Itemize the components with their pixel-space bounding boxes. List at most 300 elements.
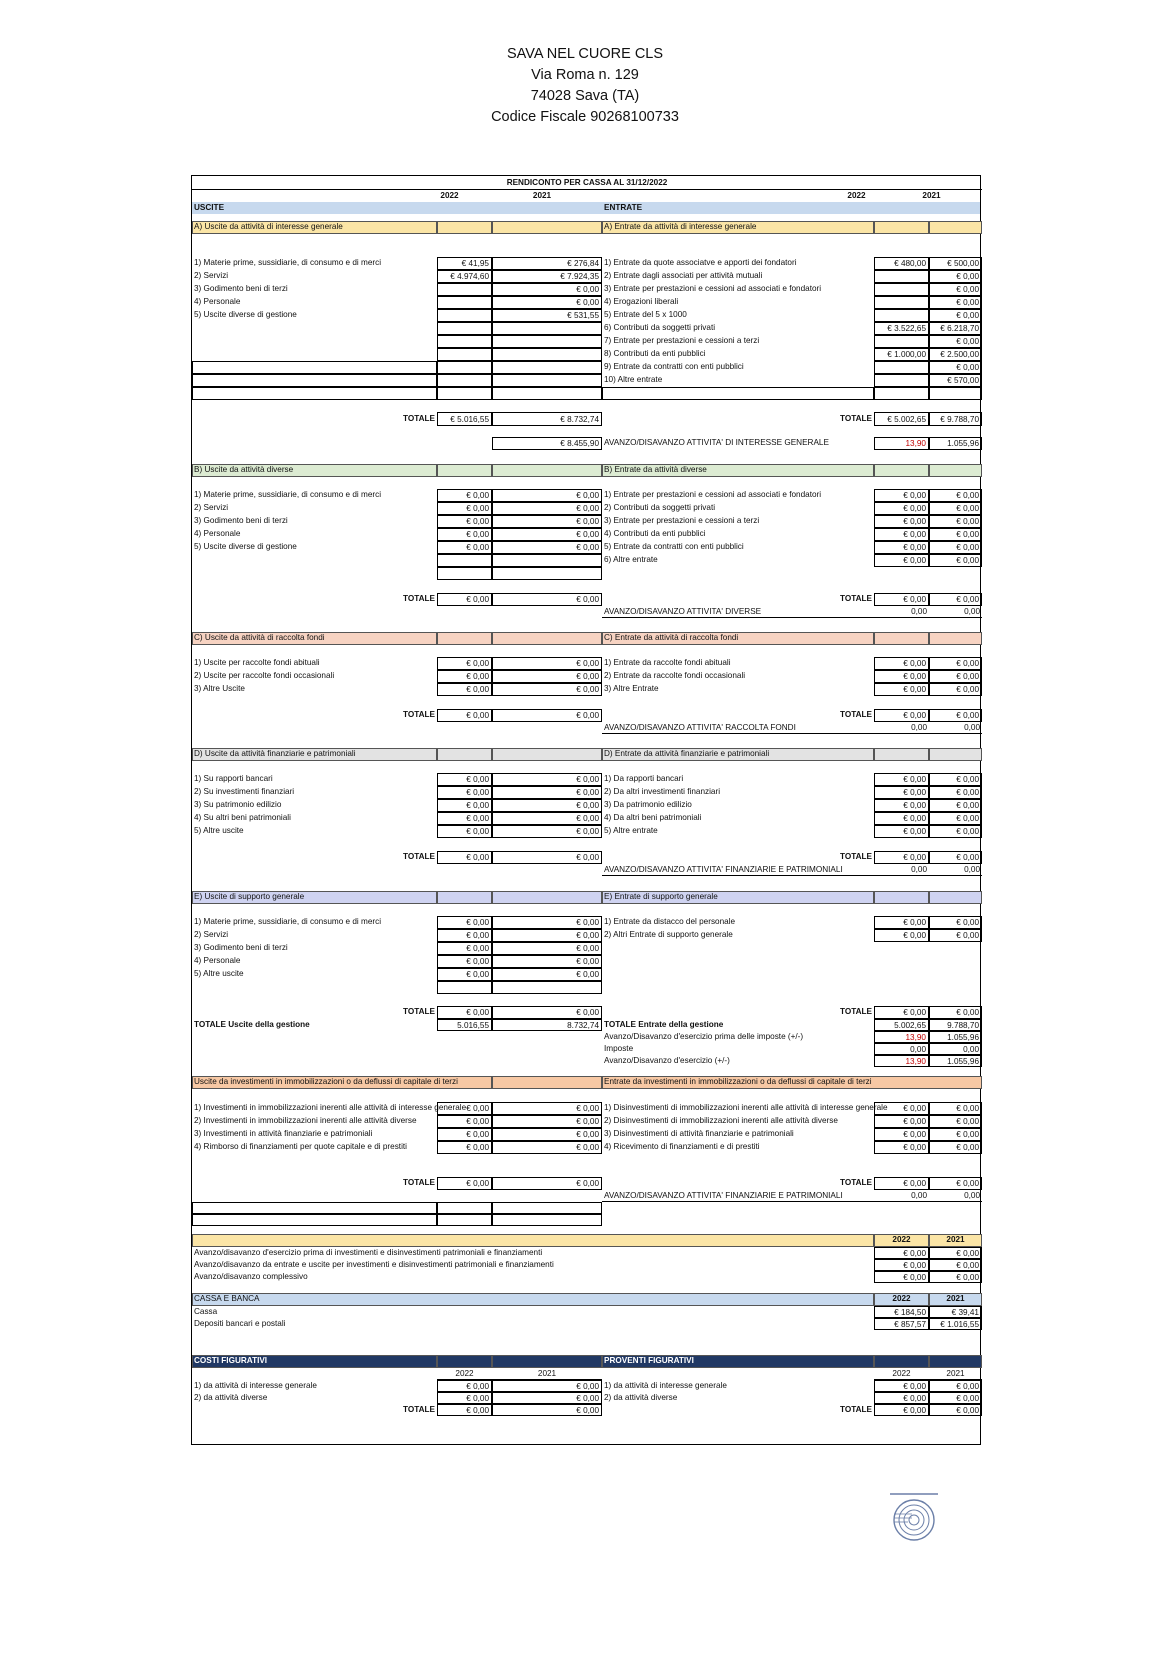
table-cell: E) Uscite di supporto generale — [194, 892, 305, 901]
table-cell: 0,00 — [874, 606, 929, 618]
table-cell — [437, 335, 492, 348]
table-row — [192, 593, 980, 606]
table-row — [192, 348, 980, 361]
table-row — [192, 812, 980, 825]
table-cell — [437, 1214, 492, 1226]
section-header-bar — [929, 891, 982, 904]
table-cell — [492, 348, 602, 361]
table-cell: TOTALE — [840, 594, 872, 603]
table-cell — [192, 387, 437, 400]
table-row — [192, 202, 980, 214]
table-cell: 3) Altre Entrate — [604, 684, 659, 693]
table-cell: € 0,00 — [874, 1006, 929, 1019]
table-row — [192, 1380, 980, 1392]
table-cell: € 0,00 — [492, 1380, 602, 1392]
table-cell: CASSA E BANCA — [194, 1294, 260, 1303]
table-cell — [492, 387, 602, 400]
table-cell: TOTALE — [403, 1178, 435, 1187]
table-cell: € 0,00 — [492, 1128, 602, 1141]
table-cell: € 0,00 — [874, 786, 929, 799]
table-cell: € 0,00 — [929, 335, 982, 348]
table-cell: 1) Entrate da distacco del personale — [604, 917, 736, 926]
table-cell: 0,00 — [929, 864, 982, 876]
table-cell: € 4.974,60 — [437, 270, 492, 283]
table-cell: € 0,00 — [874, 489, 929, 502]
table-row — [192, 176, 980, 190]
table-cell: ENTRATE — [604, 203, 643, 212]
table-cell: 2022 — [892, 1294, 911, 1303]
table-cell: A) Entrate da attività di interesse generale — [604, 222, 757, 231]
table-cell: 2022 — [847, 191, 866, 200]
rendiconto-sheet — [191, 175, 981, 1445]
table-cell: € 0,00 — [492, 929, 602, 942]
table-cell: 2021 — [922, 191, 941, 200]
table-row — [192, 1019, 980, 1031]
table-cell: € 0,00 — [437, 851, 492, 864]
table-cell: € 39,41 — [929, 1306, 982, 1318]
table-cell — [192, 361, 437, 374]
table-cell: € 0,00 — [929, 515, 982, 528]
table-cell: € 0,00 — [929, 929, 982, 942]
table-cell: € 480,00 — [874, 257, 929, 270]
table-cell: € 0,00 — [492, 799, 602, 812]
table-cell: € 0,00 — [437, 709, 492, 722]
table-cell: TOTALE — [403, 710, 435, 719]
table-cell — [492, 1202, 602, 1214]
table-cell: 4) Erogazioni liberali — [604, 297, 679, 306]
table-cell: 13,90 — [874, 437, 929, 450]
table-cell: € 0,00 — [492, 593, 602, 606]
table-cell: 9) Entrate da contratti con enti pubblici — [604, 362, 744, 371]
table-cell: € 0,00 — [929, 283, 982, 296]
section-header-bar — [437, 632, 492, 645]
table-cell: € 0,00 — [492, 1141, 602, 1154]
table-cell: 5) Uscite diverse di gestione — [194, 542, 297, 551]
table-cell: € 0,00 — [492, 1115, 602, 1128]
table-cell: Depositi bancari e postali — [194, 1319, 286, 1328]
table-cell: 3) Godimento beni di terzi — [194, 284, 288, 293]
table-row — [192, 1102, 980, 1115]
table-row — [192, 309, 980, 322]
table-cell: € 0,00 — [874, 851, 929, 864]
table-row — [192, 1006, 980, 1019]
section-header-bar — [929, 221, 982, 234]
table-cell: € 0,00 — [437, 825, 492, 838]
table-cell: 5) Altre uscite — [194, 826, 244, 835]
table-cell: Avanzo/Disavanzo d'esercizio prima delle imposte (+/-) — [604, 1032, 804, 1041]
table-cell: 2022 — [892, 1235, 911, 1244]
table-cell: 2) Entrate dagli associati per attività mutuali — [604, 271, 763, 280]
table-cell: € 0,00 — [874, 528, 929, 541]
table-cell: € 5.016,55 — [437, 412, 492, 426]
table-cell: € 0,00 — [437, 1115, 492, 1128]
table-cell: € 0,00 — [437, 489, 492, 502]
table-cell: 3) Godimento beni di terzi — [194, 943, 288, 952]
table-row — [192, 1247, 980, 1259]
table-cell: 3) Da patrimonio edilizio — [604, 800, 692, 809]
table-cell: € 0,00 — [437, 942, 492, 955]
table-row — [192, 1271, 980, 1283]
table-cell: € 0,00 — [929, 1128, 982, 1141]
table-cell — [192, 374, 437, 387]
table-cell: € 0,00 — [929, 1247, 982, 1259]
table-cell: PROVENTI FIGURATIVI — [604, 1356, 694, 1365]
table-cell: € 0,00 — [929, 554, 982, 567]
table-cell: € 0,00 — [874, 541, 929, 554]
table-cell: 2) Uscite per raccolte fondi occasionali — [194, 671, 335, 680]
table-cell — [437, 361, 492, 374]
table-cell: 2022 — [874, 1368, 929, 1380]
table-cell: € 0,00 — [874, 1380, 929, 1392]
table-cell: 0,00 — [929, 1190, 982, 1202]
table-row — [192, 709, 980, 722]
table-row — [192, 981, 980, 994]
section-header-bar — [192, 1234, 874, 1247]
table-cell: € 0,00 — [492, 825, 602, 838]
table-cell: € 0,00 — [929, 296, 982, 309]
table-cell — [437, 283, 492, 296]
table-cell — [874, 387, 929, 400]
table-cell: € 5.002,65 — [874, 412, 929, 426]
table-cell — [874, 309, 929, 322]
table-cell: Cassa — [194, 1307, 218, 1316]
table-cell — [874, 283, 929, 296]
table-cell: € 857,57 — [874, 1318, 929, 1330]
table-cell: € 0,00 — [874, 502, 929, 515]
table-row — [192, 891, 980, 904]
table-row — [192, 515, 980, 528]
section-header-bar — [929, 464, 982, 477]
table-cell: € 0,00 — [437, 1177, 492, 1190]
table-cell: € 0,00 — [437, 1404, 492, 1416]
table-cell: 13,90 — [874, 1055, 929, 1067]
section-header-bar — [874, 464, 929, 477]
table-cell: € 0,00 — [492, 502, 602, 515]
table-cell: € 0,00 — [437, 528, 492, 541]
document-header — [0, 44, 1170, 128]
table-cell: € 0,00 — [929, 1177, 982, 1190]
table-cell: D) Entrate da attività finanziarie e patrimoniali — [604, 749, 770, 758]
table-row — [192, 955, 980, 968]
table-row — [192, 387, 980, 400]
table-cell — [492, 374, 602, 387]
table-cell: € 0,00 — [874, 1115, 929, 1128]
table-row — [192, 1259, 980, 1271]
table-cell: 2021 — [492, 1368, 602, 1380]
table-cell: 2) Entrate da raccolte fondi occasionali — [604, 671, 746, 680]
table-cell: € 41,95 — [437, 257, 492, 270]
table-cell: 2) Investimenti in immobilizzazioni inerenti alle attività diverse — [194, 1116, 417, 1125]
table-cell: 0,00 — [929, 606, 982, 618]
org-street: Via Roma n. 129 — [531, 67, 639, 83]
table-cell: 5) Entrate del 5 x 1000 — [604, 310, 687, 319]
table-cell — [874, 361, 929, 374]
section-header-bar — [929, 632, 982, 645]
table-row — [192, 1141, 980, 1154]
section-header-bar — [874, 748, 929, 761]
table-cell: € 0,00 — [874, 799, 929, 812]
table-row — [192, 374, 980, 387]
org-city: 74028 Sava (TA) — [530, 88, 640, 104]
table-cell: 1) da attività di interesse generale — [194, 1381, 317, 1390]
table-cell: € 0,00 — [929, 1380, 982, 1392]
table-cell — [437, 387, 492, 400]
table-cell: € 0,00 — [437, 773, 492, 786]
table-cell: € 0,00 — [437, 955, 492, 968]
table-cell — [492, 1214, 602, 1226]
table-cell: 1) Materie prime, sussidiarie, di consumo e di merci — [194, 917, 382, 926]
table-cell: € 0,00 — [492, 709, 602, 722]
table-cell: € 0,00 — [437, 929, 492, 942]
table-row — [192, 1128, 980, 1141]
table-cell: 9.788,70 — [929, 1019, 982, 1031]
table-cell: 4) Rimborso di finanziamenti per quote capitale e di prestiti — [194, 1142, 407, 1151]
table-row — [192, 335, 980, 348]
table-cell — [437, 296, 492, 309]
table-row — [192, 748, 980, 761]
table-cell: Entrate da investimenti in immobilizzazioni o da deflussi di capitale di terzi — [604, 1077, 872, 1086]
table-cell: € 0,00 — [492, 515, 602, 528]
table-cell: € 0,00 — [929, 799, 982, 812]
table-cell: 1) Uscite per raccolte fondi abituali — [194, 658, 320, 667]
table-row — [192, 632, 980, 645]
table-cell: TOTALE — [403, 1007, 435, 1016]
table-cell: € 0,00 — [929, 1404, 982, 1416]
table-cell: 3) Investimenti in attività finanziarie e patrimoniali — [194, 1129, 373, 1138]
table-cell: € 0,00 — [929, 773, 982, 786]
table-cell: € 0,00 — [929, 709, 982, 722]
table-cell: Avanzo/disavanzo complessivo — [194, 1272, 308, 1281]
table-cell: 1) Su rapporti bancari — [194, 774, 273, 783]
table-cell: 8) Contributi da enti pubblici — [604, 349, 706, 358]
table-cell: € 0,00 — [874, 1141, 929, 1154]
table-cell: 2) da attività diverse — [604, 1393, 678, 1402]
stamp-seal-icon — [888, 1490, 940, 1542]
table-cell: € 0,00 — [874, 773, 929, 786]
table-cell: € 0,00 — [929, 270, 982, 283]
table-cell — [492, 335, 602, 348]
table-cell: 4) Personale — [194, 956, 241, 965]
table-cell: € 0,00 — [929, 812, 982, 825]
table-row — [192, 1115, 980, 1128]
table-cell — [437, 322, 492, 335]
table-cell: € 0,00 — [874, 1128, 929, 1141]
table-row — [192, 541, 980, 554]
table-cell: A) Uscite da attività di interesse generale — [194, 222, 343, 231]
table-cell: TOTALE — [403, 594, 435, 603]
table-cell: € 0,00 — [874, 825, 929, 838]
section-header-bar — [437, 221, 492, 234]
section-header-bar — [492, 891, 602, 904]
table-cell: € 0,00 — [492, 955, 602, 968]
table-cell: 2021 — [946, 1235, 965, 1244]
table-row — [192, 489, 980, 502]
table-row — [192, 322, 980, 335]
table-cell: 2022 — [437, 1368, 492, 1380]
table-cell — [437, 981, 492, 994]
section-header-bar — [437, 748, 492, 761]
table-cell — [602, 387, 874, 400]
table-cell: RENDICONTO PER CASSA AL 31/12/2022 — [192, 176, 982, 190]
table-row — [192, 968, 980, 981]
table-cell: € 0,00 — [437, 799, 492, 812]
table-cell: € 0,00 — [437, 1128, 492, 1141]
table-row — [192, 773, 980, 786]
table-cell — [492, 981, 602, 994]
table-cell: € 0,00 — [929, 670, 982, 683]
table-cell: 4) Personale — [194, 297, 241, 306]
table-cell: € 0,00 — [437, 593, 492, 606]
section-header-bar — [874, 632, 929, 645]
table-cell — [437, 554, 492, 567]
table-cell: € 0,00 — [437, 968, 492, 981]
table-cell — [492, 567, 602, 580]
table-cell — [192, 1202, 437, 1214]
table-cell: Avanzo/Disavanzo d'esercizio (+/-) — [604, 1056, 730, 1065]
table-cell: € 0,00 — [929, 916, 982, 929]
table-cell: 1.055,96 — [929, 1055, 982, 1067]
table-cell: 5.002,65 — [874, 1019, 929, 1031]
table-cell: € 0,00 — [437, 786, 492, 799]
table-cell: TOTALE — [403, 414, 435, 423]
table-cell: € 0,00 — [874, 593, 929, 606]
table-cell: € 0,00 — [929, 851, 982, 864]
table-cell: € 0,00 — [929, 1102, 982, 1115]
table-row — [192, 1293, 980, 1306]
table-cell: TOTALE Uscite della gestione — [194, 1020, 310, 1029]
table-cell: € 0,00 — [874, 1259, 929, 1271]
table-cell: 3) Entrate per prestazioni e cessioni a terzi — [604, 516, 760, 525]
section-header-bar — [492, 632, 602, 645]
section-header-bar — [437, 1355, 492, 1368]
table-cell: 4) Da altri beni patrimoniali — [604, 813, 702, 822]
table-cell: € 0,00 — [492, 851, 602, 864]
table-cell: € 0,00 — [929, 825, 982, 838]
table-cell: 13,90 — [874, 1031, 929, 1043]
section-header-bar — [492, 748, 602, 761]
table-row — [192, 670, 980, 683]
table-row — [192, 412, 980, 426]
table-cell: 2) Servizi — [194, 930, 229, 939]
table-cell: 4) Ricevimento di finanziamenti e di prestiti — [604, 1142, 760, 1151]
table-cell: C) Uscite da attività di raccolta fondi — [194, 633, 325, 642]
table-cell: € 0,00 — [874, 670, 929, 683]
table-cell: Avanzo/disavanzo d'esercizio prima di investimenti e disinvestimenti patrimoniali e finanziamenti — [194, 1248, 543, 1257]
table-cell: TOTALE — [403, 1405, 435, 1414]
table-cell: € 0,00 — [492, 1392, 602, 1404]
table-cell: € 0,00 — [929, 489, 982, 502]
table-cell: € 6.218,70 — [929, 322, 982, 335]
table-row — [192, 851, 980, 864]
table-cell: € 0,00 — [929, 541, 982, 554]
table-row — [192, 1404, 980, 1416]
table-cell: € 1.000,00 — [874, 348, 929, 361]
table-row — [192, 1368, 980, 1380]
table-cell: € 0,00 — [437, 1141, 492, 1154]
table-cell: € 0,00 — [874, 1271, 929, 1283]
table-cell: € 0,00 — [437, 502, 492, 515]
org-name: SAVA NEL CUORE CLS — [506, 46, 664, 62]
table-cell: 3) Disinvestimenti di attività finanziarie e patrimoniali — [604, 1129, 794, 1138]
table-cell — [874, 335, 929, 348]
table-cell: € 0,00 — [874, 812, 929, 825]
table-cell: C) Entrate da attività di raccolta fondi — [604, 633, 739, 642]
table-cell: 1) Da rapporti bancari — [604, 774, 684, 783]
table-cell: TOTALE — [840, 710, 872, 719]
table-cell: USCITE — [194, 203, 225, 212]
table-cell: € 0,00 — [874, 657, 929, 670]
table-cell: € 0,00 — [492, 541, 602, 554]
table-row — [192, 221, 980, 234]
table-cell: € 0,00 — [929, 657, 982, 670]
table-cell: Avanzo/disavanzo da entrate e uscite per investimenti e disinvestimenti patrimoniali e finanziamenti — [194, 1260, 554, 1269]
table-cell: € 0,00 — [437, 916, 492, 929]
org-tax-code: Codice Fiscale 90268100733 — [491, 109, 679, 125]
table-cell: € 0,00 — [874, 1102, 929, 1115]
table-cell: 6) Contributi da soggetti privati — [604, 323, 716, 332]
table-cell — [437, 1202, 492, 1214]
table-cell: 8.732,74 — [492, 1019, 602, 1031]
section-header-bar — [929, 748, 982, 761]
table-cell: 3) Entrate per prestazioni e cessioni ad associati e fondatori — [604, 284, 822, 293]
table-cell: € 500,00 — [929, 257, 982, 270]
table-row — [192, 283, 980, 296]
table-cell: 2) da attività diverse — [194, 1393, 268, 1402]
table-cell: € 0,00 — [874, 1404, 929, 1416]
table-cell: € 0,00 — [492, 683, 602, 696]
table-cell: 2) Su investimenti finanziari — [194, 787, 295, 796]
table-row — [192, 786, 980, 799]
table-cell — [874, 296, 929, 309]
table-cell: € 0,00 — [437, 1380, 492, 1392]
table-cell: € 276,84 — [492, 257, 602, 270]
table-cell: 1) Entrate da raccolte fondi abituali — [604, 658, 731, 667]
table-cell: AVANZO/DISAVANZO ATTIVITA' FINANZIARIE E PATRIMONIALI — [602, 1190, 874, 1202]
table-cell — [492, 554, 602, 567]
table-cell — [929, 387, 982, 400]
table-cell — [874, 270, 929, 283]
table-row — [192, 1177, 980, 1190]
table-row — [192, 1214, 980, 1226]
table-cell: € 0,00 — [437, 541, 492, 554]
table-cell — [437, 309, 492, 322]
table-cell: 2) Disinvestimenti di immobilizzazioni inerenti alle attività diverse — [604, 1116, 838, 1125]
table-cell: 1) Disinvestimenti di immobilizzazioni inerenti alle attività di interesse generale — [604, 1103, 888, 1112]
table-cell: Uscite da investimenti in immobilizzazioni o da deflussi di capitale di terzi — [194, 1077, 458, 1086]
table-cell: € 0,00 — [492, 670, 602, 683]
table-cell: 0,00 — [874, 1043, 929, 1055]
table-cell: AVANZO/DISAVANZO ATTIVITA' FINANZIARIE E PATRIMONIALI — [602, 864, 874, 876]
table-cell: € 0,00 — [437, 1006, 492, 1019]
table-cell: € 0,00 — [929, 1392, 982, 1404]
table-cell: € 0,00 — [492, 528, 602, 541]
table-cell: € 0,00 — [874, 1247, 929, 1259]
table-cell — [492, 361, 602, 374]
section-header-bar — [437, 891, 492, 904]
table-row — [192, 683, 980, 696]
table-cell: 3) Su patrimonio edilizio — [194, 800, 282, 809]
table-cell: 1) Materie prime, sussidiarie, di consumo e di merci — [194, 258, 382, 267]
table-cell: € 0,00 — [492, 1177, 602, 1190]
table-row — [192, 1392, 980, 1404]
table-cell: 2) Da altri investimenti finanziari — [604, 787, 721, 796]
table-cell: Imposte — [604, 1044, 634, 1053]
table-cell: € 184,50 — [874, 1306, 929, 1318]
table-row — [192, 270, 980, 283]
section-header-bar — [874, 221, 929, 234]
table-cell: € 0,00 — [929, 1006, 982, 1019]
section-header-bar — [874, 1355, 929, 1368]
